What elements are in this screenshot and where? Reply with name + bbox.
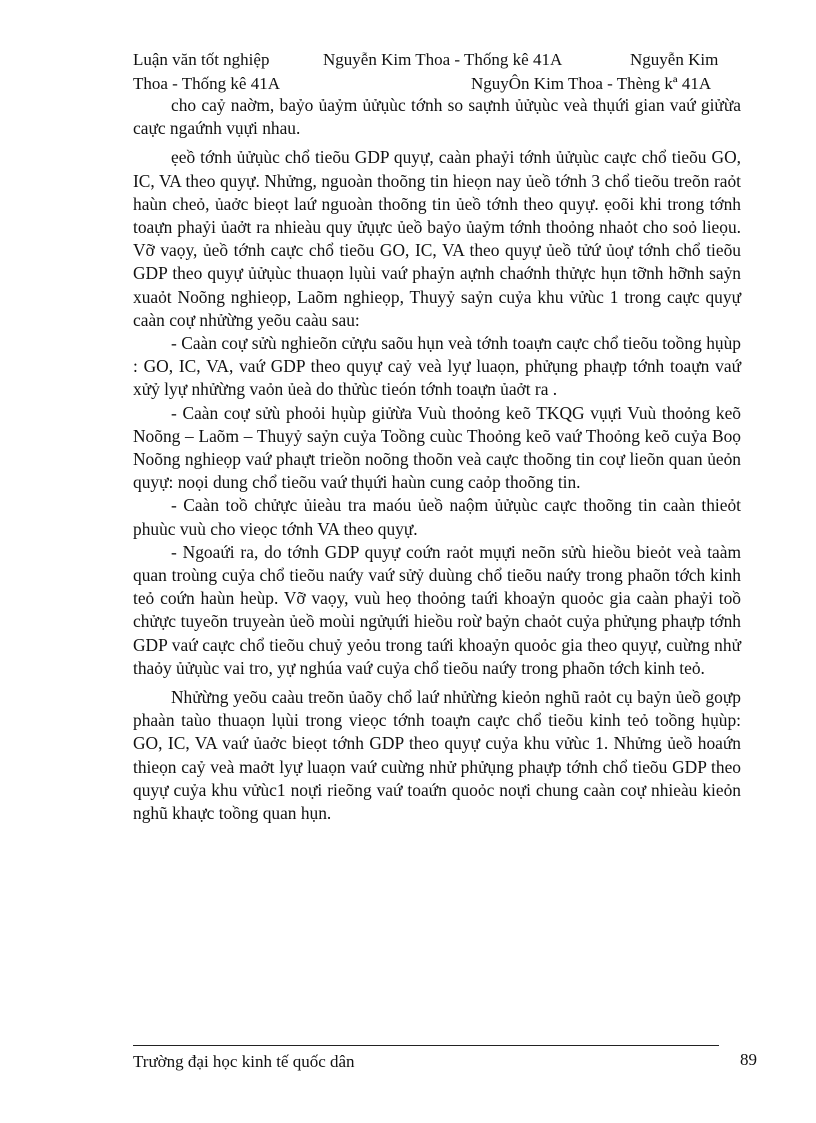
paragraph-requirement: - Ngoaứi ra, do tớnh GDP quyự coứn raỏt mụựi neõn sửù hieồu bieỏt veà taàm quan troùng cuỷa chổ tieõu naứy vaứ sửỷ duùng chổ tieõu naứy trong phaõn tớch kinh teỏ coứn haùn heùp. Vỡ vaọy, vuù heọ thoỏng taứi khoaỷn quoỏc gia caàn phaỷi toồ chửực tuyeõn truyeàn ủeồ moùi ngửụứi hieồu roừ baỷn chaỏt cuỷa phửụng phaựp tớnh GDP vaứ caực chổ tieõu chuỷ yeỏu trong taứi khoaỷn quoỏc gia theo quyự, cuừng nhử thaỏy ủửụùc vai tro, yự nghúa vaứ cuỷa chổ tieõu naứy trong phaõn tớch kinh teỏ. (133, 541, 741, 678)
footer-school-name: Trường đại học kinh tế quốc dân (133, 1052, 355, 1071)
paragraph-continuation: cho caỷ naờm, baỷo ủaỷm ủửụùc tớnh so saựnh ủửụùc veà thụứi gian vaứ giửừa caực ngaứnh vụựi nhau. (133, 95, 741, 139)
header-thesis-label: Luận văn tốt nghiệp (133, 50, 270, 69)
page-header (133, 48, 739, 96)
header-line-2 (133, 72, 739, 96)
paragraph: ẹeồ tớnh ủửụùc chổ tieõu GDP quyự, caàn phaỷi tớnh ủửụùc caực chổ tieõu GO, IC, VA theo quyự. Nhửng, nguoàn thoõng tin hieọn nay ủeồ tớnh 3 chổ tieõu treõn raỏt haùn cheỏ, ủaởc bieọt laứ nguoàn thoõng tin ủeồ tớnh theo quyự. ẹoõi khi trong tớnh toaựn phaỷi ủaởt ra nhieàu quy ửụực ủeồ baỷo ủaỷm tớnh thoỏng nhaỏt cho soỏ lieọu. Vỡ vaọy, ủeồ tớnh caực chổ tieõu GO, IC, VA theo quyự ủeồ tửứ ủoự tớnh chổ tieõu GDP theo quyự ủửụùc thuaọn lụùi vaứ phaỷn aựnh chaớnh thửực hụn tỡnh hỡnh saỷn xuaỏt Noõng nghieọp, Laõm nghieọp, Thuyỷ saỷn cuỷa khu vửùc 1 trong caực quyự caàn coự nhửừng yeõu caàu sau: (133, 147, 741, 330)
header-author-course-cont: Thoa - Thống kê 41A (133, 74, 280, 93)
footer-divider (133, 1045, 719, 1046)
header-author-name-part: Nguyễn Kim (630, 50, 719, 69)
paragraph-requirement: - Caàn toồ chửực ủieàu tra maóu ủeồ naộm ủửụùc caực thoõng tin caàn thieỏt phuùc vuù cho vieọc tớnh VA theo quyự. (133, 495, 741, 539)
page-number: 89 (740, 1050, 757, 1069)
paragraph-requirement: - Caàn coự sửù phoỏi hụùp giửừa Vuù thoỏng keõ TKQG vụựi Vuù thoỏng keõ Noõng – Laõm – Thuyỷ saỷn cuỷa Toồng cuùc Thoỏng keõ vaứ Thoỏng keõ cuỷa Boọ Noõng nghieọp vaứ phaựt trieồn noõng thoõn veà caực thoõng tin coự lieõn quan ủeỏn quyự: noọi dung chổ tieõu vaứ thụứi haùn cung caỏp thoõng tin. (133, 402, 741, 493)
header-author-course-legacy: NguyÔn Kim Thoa - Thèng kª 41A (471, 74, 712, 93)
header-author-course: Nguyễn Kim Thoa - Thống kê 41A (323, 50, 563, 69)
paragraph-requirement: - Caàn coự sửù nghieõn cửựu saõu hụn veà tớnh toaựn caực chổ tieõu toồng hụùp : GO, IC, VA, vaứ GDP theo quyự caỷ veà lyự luaọn, phửụng phaựp tớnh toaựn vaứ xửỷ lyự nhửừng vaỏn ủeà do thửùc tieón tớnh toaựn ủaởt ra . (133, 333, 741, 400)
body-text (133, 94, 741, 825)
paragraph-conclusion: Nhửừng yeõu caàu treõn ủaõy chổ laứ nhửừng kieỏn nghũ raỏt cụ baỷn ủeồ goựp phaàn taùo thuaọn lụùi trong vieọc tớnh toaựn caực chổ tieõu kinh teỏ toồng hụùp: GO, IC, VA vaứ ủaởc bieọt tớnh GDP theo quyự cuỷa khu vửùc 1. Nhửng ủeồ hoaứn thieọn caỷ veà maởt lyự luaọn vaứ cuừng nhử phửụng phaựp tớnh chổ tieõu GDP theo quyự cuỷa khu vửùc1 noựi rieõng vaứ toaứn quoỏc noựi chung caàn coự nhieàu kieỏn nghũ khaực toồng quan hụn. (133, 687, 741, 824)
header-line-1 (133, 48, 739, 72)
